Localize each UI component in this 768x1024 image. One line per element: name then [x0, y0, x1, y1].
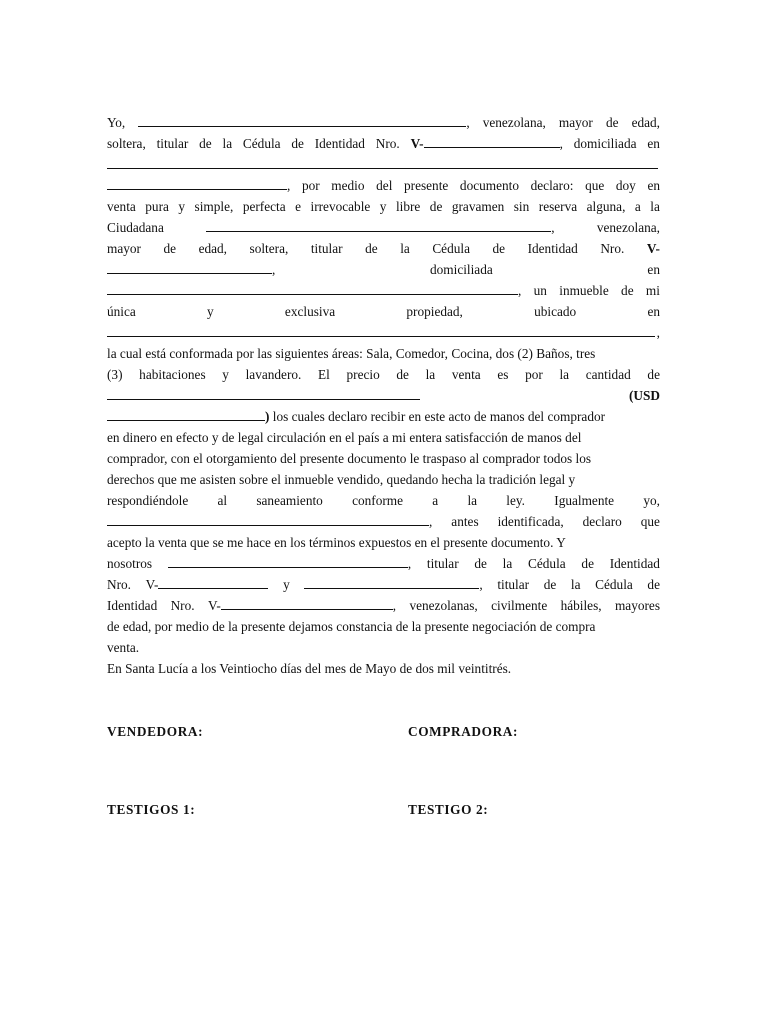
paragraph-line-4: , por medio del presente documento declaro: que doy en: [107, 175, 660, 196]
price-blank-field: [107, 385, 420, 400]
paragraph-line-19: respondiéndole al saneamiento conforme a la ley. Igualmente yo,: [107, 493, 660, 508]
paragraph-line-15: ) los cuales declaro recibir en este acto de manos del comprador: [107, 406, 660, 427]
paragraph-line-6: Ciudadana , venezolana,: [107, 217, 660, 238]
id-number-blank-field: V- ,: [411, 133, 563, 154]
paragraph-line-2: soltera, titular de la Cédula de Identidad Nro. V- , domiciliada en: [107, 133, 660, 154]
paragraph-line-17: comprador, con el otorgamiento del presente documento le traspaso al comprador todos los: [107, 451, 592, 466]
paragraph-line-1: Yo, , venezolana, mayor de edad,: [107, 112, 660, 133]
seller-signature-heading: VENDEDORA:: [107, 724, 204, 739]
seller-signature-name-blank-field: ,: [107, 511, 432, 532]
paragraph-line-26: venta.: [107, 640, 140, 655]
witness2-signature-heading: TESTIGO 2:: [408, 802, 489, 817]
witness-names-blank-field: ,: [168, 553, 411, 574]
address-blank-line: [107, 154, 660, 175]
paragraph-line-5: venta pura y simple, perfecta e irrevocable y libre de gravamen sin reserva alguna, a la: [107, 199, 660, 214]
paragraph-line-14: (USD: [107, 385, 660, 406]
paragraph-line-13: (3) habitaciones y lavandero. El precio de la venta es por la cantidad de: [107, 367, 660, 382]
paragraph-line-23: Nro. V- y , titular de la Cédula de: [107, 574, 660, 595]
paragraph-line-22: nosotros , titular de la Cédula de Identidad: [107, 553, 660, 574]
witness1-id-blank-field: V-: [146, 574, 269, 595]
witness2-id-blank-field: V- ,: [208, 595, 396, 616]
paragraph-line-12: la cual está conformada por las siguientes áreas: Sala, Comedor, Cocina, dos (2) Baños, tres: [107, 346, 596, 361]
paragraph-line-7: mayor de edad, soltera, titular de la Cédula de Identidad Nro. V-: [107, 241, 660, 256]
buyer-signature-heading: COMPRADORA:: [408, 724, 519, 739]
paragraph-line-25: de edad, por medio de la presente dejamos constancia de la presente negociación de compra: [107, 619, 596, 634]
price-usd-blank-field: [107, 406, 265, 421]
property-location-blank-line: ,: [107, 322, 660, 343]
buyer-id-blank-field: ,: [107, 259, 275, 280]
buyer-address-blank-field: ,: [107, 280, 521, 301]
paragraph-line-21: acepto la venta que se me hace en los términos expuestos en el presente documento. Y: [107, 535, 566, 550]
witness2-name-blank-field: ,: [304, 574, 482, 595]
buyer-name-blank-field: ,: [206, 217, 554, 238]
paragraph-line-20: , antes identificada, declaro que: [107, 511, 660, 532]
address-blank-field: ,: [107, 175, 290, 196]
paragraph-line-10: única y exclusiva propiedad, ubicado en: [107, 304, 660, 319]
paragraph-line-16: en dinero en efecto y de legal circulación en el país a mi entera satisfacción de manos del: [107, 430, 582, 445]
witness1-signature-heading: TESTIGOS 1:: [107, 802, 196, 817]
paragraph-line-18: derechos que me asisten sobre el inmueble vendido, quedando hecha la tradición legal y: [107, 472, 576, 487]
paragraph-line-24: Identidad Nro. V- , venezolanas, civilmente hábiles, mayores: [107, 595, 660, 616]
date-place-line: En Santa Lucía a los Veintiocho días del mes de Mayo de dos mil veintitrés.: [107, 661, 512, 676]
paragraph-line-9: , un inmueble de mi: [107, 280, 660, 301]
paragraph-line-8: , domiciliada en: [107, 259, 660, 280]
name-blank-field: ,: [138, 112, 469, 133]
